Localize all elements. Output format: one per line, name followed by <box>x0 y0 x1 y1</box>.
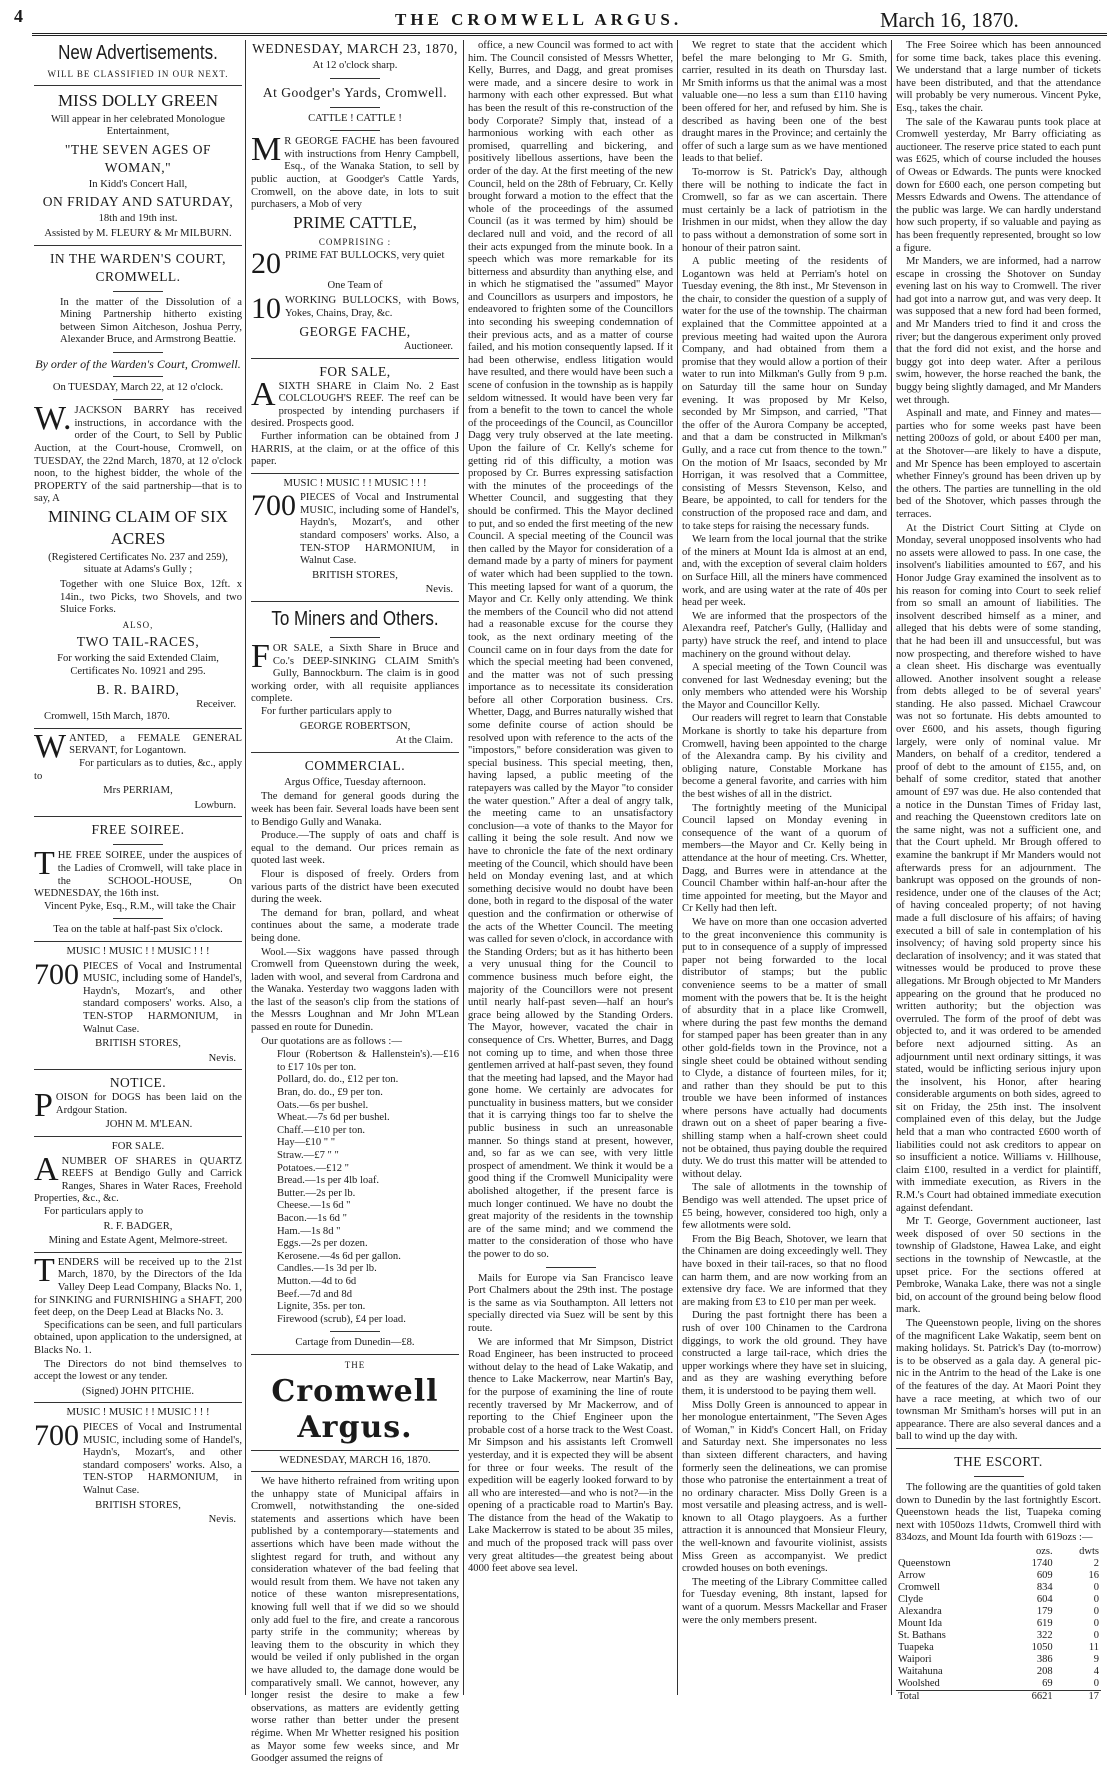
column-3 <box>468 40 673 1695</box>
ad-number: 700 <box>34 957 79 991</box>
paragraph: Our quotations are as follows :— <box>261 1035 402 1047</box>
column-1 <box>34 40 242 1695</box>
heading: B. R. BAIRD, <box>96 681 180 697</box>
divider <box>330 107 380 108</box>
district-name: Arrow <box>898 1569 926 1581</box>
ounces: 6621 <box>1031 1690 1053 1702</box>
paragraph: We are informed that Mr Simpson, District Road Engineer, has been instructed to proceed without delay to the head of Lake Wakatip, and thence to Lake Mackerrow, near Martin's Bay, for the purpose of examining the line of route recently traversed by Mr Mackerrow, and of reporting to the Chief Engineer upon the probable cost of a horse track to the West Coast. Mr Simpson and his assistants left Cromwell yesterday, and it is expected they will be absent for three or four weeks. The result of the expedition will be eagerly looked forward to by all who are interested—and who is not?—in the opening of a practicable road to Martin's Bay. The distance from the head of the Wakatip to Lake Mackerrow is stated to be about 35 miles, and much of the proposed track will pass over very great altitudes—the greatest being about 4000 feet above sea level. <box>468 1336 673 1575</box>
unit-header: ozs. <box>1035 1545 1053 1557</box>
centered-text: In Kidd's Concert Hall, <box>88 178 188 190</box>
small-caps-line: WILL BE CLASSIFIED IN OUR NEXT. <box>47 69 229 79</box>
pennyweights: 0 <box>1093 1581 1099 1593</box>
paragraph: At the District Court Sitting at Clyde on Monday, several unopposed insolvents who had no assets were allowed to pass. In one case, the insolvent's liabilities amounted to £67, and his Honor Judge Gray examined the insolvent as to his reason for coming into Court to seek relief from so small an amount of liabilities. The insolvent described himself as a miner, and alleged that his debts were of some standing, that he had been ill and unsuccessful, but was now prospecting, and therefore wished to have a clean sheet. His discharge was eventually allowed. Another insolvent sought a release from debts alleged to be of several years' standing. He also passed. Michael Crawcour was not so fortunate. His debts amounted to over £600, and his assets, though figuring largely, were only of nominal value. Mr Manders, on behalf of a creditor, tendered a proof of debt to the amount of £155, and, on behalf of some creditor, stated that another amount of £97 was due. He also contended that a notice in the Dunstan Times of Friday last, and reaching the Queenstown creditors late on the same night, was not a sufficient one, and that the Court upheld. Mr Brough offered to examine the bankrupt if Mr Manders would not afterwards press for an adjournment. The bankrupt was opposed on the grounds of non-residence, under one of the clauses of the Act; of having concealed property; of not having made a full disclosure of his affairs; of having executed a bill of sale in contemplation of his insolvency; of having sold property since his declaration of insolvency; and it was stated that witnesses would be produced to prove these allegations. Mr Brough objected to Mr Manders appearing on the ground that he produced no written authority; but the objection was overruled. The form of the proof of debt was objected to, and it was ordered to be amended before next adjourned sitting. As an adjournment until next ordinary sittings, it was stated, would be inflicting serious injury upon the insolvent, his Honor, after hearing considerable arguments on both sides, agreed to sit on Friday, the 25th inst. The insolvent complained even of this delay, but the Judge held that a man who contracted £600 worth of liabilities could not ask creditors to appear on so insufficient a notice. Williams v. Hillhouse, claim £100, resulted in a verdict for plaintiff, with immediate execution, as Rivers in the R.M.'s Court had obtained immediate execution against defendant. <box>896 522 1101 1214</box>
dropcap-paragraph: TENDERS will be received up to the 21st March, 1870, by the Directors of the Ida Valley Deep Lead Company, Blacks No. 1, for SINKING and FURNISHING a SHAFT, 200 feet deep, on the Deep Lead at Blacks No. 3. <box>34 1251 242 1319</box>
pennyweights: 4 <box>1093 1665 1099 1677</box>
paragraph: Our readers will regret to learn that Constable Morkane is shortly to take his departure from Cromwell, having been appointed to the charge of the Alexandra camp. By his civility and obliging nature, Constable Morkane has become a general favorite, and carries with him the best wishes of all in the district. <box>682 713 887 801</box>
divider <box>251 752 459 753</box>
paragraph: Cromwell, 15th March, 1870. <box>44 711 170 723</box>
indented-text: Oats.—6s per bushel. <box>277 1099 369 1111</box>
newspaper-title: THE CROMWELL ARGUS. <box>395 10 683 29</box>
divider <box>330 78 380 79</box>
paragraph: For particulars apply to <box>44 1206 144 1218</box>
paragraph: For particulars as to duties, &c., apply to <box>34 758 242 782</box>
indented-text: Together with one Sluice Box, 12ft. x 14in., two Picks, two Shovels, and two Sluice Forks. <box>60 579 242 616</box>
divider <box>34 1136 242 1137</box>
small-caps-line: ALSO, <box>122 619 154 630</box>
paragraph: The meeting of the Library Committee called for Tuesday evening, 8th instant, lapsed for want of a quorum. Messrs Mackellar and Fraser were the only members present. <box>682 1576 887 1626</box>
paragraph: The demand for bran, pollard, and wheat continues about the same, a moderate trade being done. <box>251 907 459 944</box>
indented-text: Firewood (scrub), £4 per load. <box>277 1313 406 1325</box>
divider <box>251 358 459 359</box>
pennyweights: 9 <box>1093 1653 1099 1665</box>
numbered-ad <box>251 247 459 281</box>
divider <box>113 291 163 292</box>
ounces: 322 <box>1036 1629 1053 1641</box>
indented-text: Cheese.—1s 6d " <box>277 1200 351 1212</box>
ad-number: 700 <box>34 1418 79 1452</box>
paragraph: We regret to state that the accident which befel the mare belonging to Mr G. Smith, carrier, resulted in its death on Thursday last. Mr Smith informs us that the animal was a most valuable one—no less a sum than £110 having been offered for her, and refused by him. She is described as having been one of the best draught mares in the Province; and certainly the offer of such a large sum as we have mentioned leads to that belief. <box>682 40 887 165</box>
centered-text: JOHN M. M'LEAN. <box>105 1119 193 1131</box>
heading: TWO TAIL-RACES, <box>76 634 200 650</box>
centered-text: WEDNESDAY, MARCH 16, 1870. <box>279 1454 431 1466</box>
table-row <box>896 1630 1101 1642</box>
display-heading: MISS DOLLY GREEN <box>57 90 219 110</box>
pennyweights: 11 <box>1088 1641 1099 1653</box>
paragraph: A public meeting of the residents of Logantown was held at Perriam's hotel on Tuesday evening, the 8th inst., Mr Stevenson in the chair, to consider the question of a supply of water for the use of the township. The chairman explained that the Committee appointed at a previous meeting had waited upon the Aurora Company, and had obtained from them a promise that they would allow a portion of their water to run into Milkman's Gully from 9 p.m. on Saturday till the same hour on Sunday evening. It was proposed by Mr Kelso, seconded by Mr Simpson, and carried, "That the offer of the Aurora Company be accepted, and that a dam be constructed in Milkman's Gully, and a race cut from thence to the town." On the motion of Mr Isaacs, seconded by Mr Horrigan, it was resolved that a Committee, consisting of Messrs Stevenson, Kelso, and Beare, be appointed, to call for tenders for the construction of the proposed race and dam, and to take steps for raising the necessary funds. <box>682 256 887 532</box>
pennyweights: 2 <box>1093 1557 1099 1569</box>
divider <box>113 918 163 919</box>
divider <box>34 1252 242 1253</box>
dropcap-paragraph: W.JACKSON BARRY has received instructions, in accordance with the order of the Court, to Sell by Public Auction, at the Court-house, Cromwell, on TUESDAY, the 22nd March, 1870, at 12 o'clock noon, to the highest bidder, the whole of the PROPERTY of the said partnership—that is to say, A <box>34 400 242 505</box>
paragraph: Specifications can be seen, and full particulars obtained, upon application to the undersigned, at Blacks No. 1. <box>34 1319 242 1356</box>
total-row <box>896 1690 1101 1703</box>
centered-text: On TUESDAY, March 22, at 12 o'clock. <box>52 381 224 393</box>
dropcap-paragraph: THE FREE SOIREE, under the auspices of the Ladies of Cromwell, will take place in the SCHOOL-HOUSE, On WEDNESDAY, the 16th inst. <box>34 845 242 900</box>
centered-text: Argus Office, Tuesday afternoon. <box>284 776 426 788</box>
heading: ON FRIDAY AND SATURDAY, <box>42 194 234 210</box>
paragraph: Flour is disposed of freely. Orders from various parts of the district have been executed during the week. <box>251 868 459 906</box>
dropcap-paragraph: ANUMBER OF SHARES in QUARTZ REEFS at Bendigo Gully and Carrick Ranges, Shares in Water Races, Freehold Properties, &c., &c. <box>34 1150 242 1205</box>
divider <box>251 601 459 602</box>
paragraph: From the Big Beach, Shotover, we learn that the Chinamen are doing exceedingly well. They have boxed in their tail-races, so that no flood can harm them, and are now working from an extensive dry face. We are informed that they are making from £3 to £10 per man per week. <box>682 1233 887 1308</box>
ounces: 619 <box>1036 1617 1053 1629</box>
centered-text: Mrs PERRIAM, <box>103 785 173 797</box>
indented-text: Beef.—7d and 8d <box>277 1288 353 1300</box>
paragraph: The sale of the Kawarau punts took place at Cromwell yesterday, Mr Barry officiating as auctioneer. The reserve price stated to each punt was £625, which of course included the houses of Oweas or Edwards. The punts were knocked down for £600 each, one person competing but Messrs Edwards and Owens. The attendance of the public was large. We can hardly understand how such property, if so valuable and paying as has been frequently represented, brought so low a figure. <box>896 116 1101 254</box>
district-name: Woolshed <box>898 1677 940 1689</box>
table-row <box>896 1606 1101 1618</box>
signature-line: Nevis. <box>425 584 453 596</box>
divider <box>896 1448 1101 1449</box>
dropcap-paragraph: MR GEORGE FACHE has been favoured with instructions from Henry Campbell, Esq., of the Wanaka Station, to sell by public auction, at Goodger's Cattle Yards, Cromwell, on the above date, in lots to suit purchasers, a Mob of very <box>251 131 459 211</box>
signature-line: At the Claim. <box>395 735 453 747</box>
paragraph: We learn from the local journal that the strike of the miners at Mount Ida is almost at an end, and, with the exception of several claim holders on Surface Hill, all the miners have commenced work, and are using water at the rate of 40s per head per week. <box>682 534 887 609</box>
paragraph: Miss Dolly Green is announced to appear in her monologue entertainment, "The Seven Ages of Woman," in Kidd's Concert Hall, on Friday and Saturday next. She impersonates no less than sixteen different characters, and having formerly seen the delineations, we can promise those who patronise the entertainment a treat of no ordinary character. Miss Dolly Green is a most versatile and pleasing actress, and is well-known to all Otago playgoers. As a further attraction it is announced that Monsieur Fleury, the well-known and favourite violinist, assists Miss Green as accompanyist. We predict crowded houses on both evenings. <box>682 1399 887 1575</box>
numbered-ad <box>34 957 242 1037</box>
divider <box>34 1402 242 1403</box>
paragraph: Wool.—Six waggons have passed through Cromwell from Queenstown during the week, laden with wool, and several from Cardrona and the Wanaka. Yesterday two waggons laden with the last of the season's clip from the stations of the Messrs Loughnan and Mr John M'Lean passed en route for Dunedin. <box>251 946 459 1034</box>
district-name: St. Bathans <box>898 1629 946 1641</box>
indented-text: Straw.—£7 " " <box>277 1150 339 1161</box>
ad-number: 20 <box>251 247 281 281</box>
ad-text: PIECES of Vocal and Instrumental MUSIC, including some of Handel's, Haydn's, Mozart's, and other standard composers' works. Also, a TEN-STOP HARMONIUM, in Walnut Case. <box>83 1421 242 1496</box>
column-4 <box>682 40 887 1695</box>
indented-text: Flour (Robertson & Hallenstein's).—£16 to £17 10s per ton. <box>277 1049 459 1073</box>
district-name: Mount Ida <box>898 1617 943 1629</box>
paragraph: Mr Manders, we are informed, had a narrow escape in crossing the Shotover on Sunday evening last on his way to Cromwell. The river had got into a narrow gut, and was very deep. It was supposed that a new ford had been formed, and Mr Manders tried to find it and cross the river; but the dangerous experiment only proved that the ford did not exist, and the horse and buggy got into deep water. After a perilous swim, however, the horse reached the bank, the buggy being slightly damaged, and Mr Manders wet through. <box>896 256 1101 406</box>
signature-line: Auctioneer. <box>403 340 453 352</box>
heading: FREE SOIREE. <box>91 822 185 838</box>
numbered-ad <box>251 489 459 568</box>
signature-line: Receiver. <box>196 698 236 710</box>
paragraph: The Queenstown people, living on the shores of the magnificent Lake Wakatip, seem bent on making holidays. St. Patrick's Day (to-morrow) is to be observed as a gala day. A general pic-nic in the Antrim to the head of the Lake is one of the features of the day. At Maori Point they have a race meeting, at which two of our townsman Mr Smitham's horses will put in an appearance. There are also several dances and a ball to wind up the day with. <box>896 1317 1101 1443</box>
divider <box>34 816 242 817</box>
divider <box>113 376 163 377</box>
centered-text: FOR SALE. <box>111 1141 165 1153</box>
ounces: 834 <box>1036 1581 1053 1593</box>
indented-text: Hay—£10 " " <box>277 1137 336 1149</box>
centered-text: Tea on the table at half-past Six o'clock. <box>53 924 223 936</box>
divider <box>113 352 163 353</box>
indented-text: Chaff.—£10 per ton. <box>277 1124 366 1136</box>
indented-text: Butter.—2s per lb. <box>277 1187 356 1199</box>
heading: IN THE WARDEN'S COURT, CROMWELL. <box>49 250 227 284</box>
unit-header: dwts <box>1079 1545 1099 1557</box>
indented-text: Pollard, do. do., £12 per ton. <box>277 1074 399 1086</box>
ad-text: PIECES of Vocal and Instrumental MUSIC, including some of Handel's, Haydn's, Mozart's, and other standard composers' works. Also, a TEN-STOP HARMONIUM, in Walnut Case. <box>83 960 242 1035</box>
table-row <box>896 1594 1101 1606</box>
divider <box>251 1354 459 1355</box>
ad-number: 700 <box>251 489 296 523</box>
centered-text: R. F. BADGER, <box>103 1220 173 1232</box>
issue-date: March 16, 1870. <box>880 8 1019 32</box>
pennyweights: 0 <box>1093 1617 1099 1629</box>
divider <box>34 1069 242 1070</box>
paragraph: A special meeting of the Town Council was convened for last Wednesday evening; but the only members who attended were his Worship the Mayor and Councillor Kelly. <box>682 662 887 711</box>
centered-text: Will appear in her celebrated Monologue Entertainment, <box>50 113 225 138</box>
paragraph: office, a new Council was formed to act with him. The Council consisted of Messrs Whetter, Kelly, Burres, and Dagg, and great promises were made, and a sincere desire to work in harmony with each other expressed. But what has been the result of this re-construction of the body Corporate? Simply that, instead of a harmonious working with each other as promised, quarrelling and bickering, and positively libellous assertions, have been the order of the day. At the first meeting of the new Council, held on the 28th of February, Cr. Kelly brought forward a motion to the effect that the whole of the proceedings of the assumed Council (as it was termed by him) should be declared null and void, and the record of all their acts expunged from the minute book. In a speech which was more remarkable for its bitterness and absurdity than anything else, and in which he stigmatised the "assumed" Mayor and Councillors as usurpers and impostors, he endeavored to frighten some of the Councillors into seconding his sweeping condemnation of their previous acts, and as a matter of course failed, and his motion consequently lapsed. If it had been otherwise, endless litigation would have resulted, and there would have been such a scene of confusion in the township as is happily seldom witnessed. It would have been very far from a benefit to the town to cancel the whole of the proceedings of the Council, as Councillor Dagg very truly observed at the late meeting. Upon the failure of Cr. Kelly's scheme for getting rid of this difficulty, a motion was proposed by Cr. Burres expressing satisfaction with the minutes of the proceedings of the Whetter Council, and suggesting that they should be confirmed. This the Mayor declined to put, and so ended the first meeting of the new Council. A special meeting of the Council was then called by the Mayor for consideration of a demand made by a party of miners for payment of water which had been supplied to the town. This meeting lapsed for want of a quorum, the Mayor and Cr. Kelly only attending. We think the members of the Council who did not attend had a reasonable excuse for the course they took, as the next ordinary meeting of the Council came on in four days from the date for which the special meeting had been convened, and the matter was not of such pressing importance as to necessitate its consideration before all other Corporation business. Crs. Whetter, Dagg, and Burres naturally wished that some definite course of action should be resolved upon with reference to the acts of the "impostors," before consideration was given to special business. This special meeting, then, having lapsed, a public meeting of the ratepayers was called by the Mayor "to consider the water question." After a deal of angry talk, the meeting came to an unsatisfactory conclusion—a vote of thanks to the Mayor for calling it being the sole result. And now we have to chronicle the fate of the next ordinary meeting of the Council, which should have been held on Monday evening last, and at which something decisive would no doubt have been done, both in regard to the disposal of the water question and the confirmation or otherwise of the acts of the Whetter Council. The meeting was called for seven o'clock, in accordance with the Standing Orders; but as it has hitherto been a very unusual thing for the Council to commence business much before eight, the majority of the Councillors were not present until nearly half-past seven—half an hour's grace being allowed by the Standing Orders. The Mayor, however, vacated the chair in consequence of Crs. Whetter, Burres, and Dagg not coming up to time, and when those three gentlemen arrived at half-past seven, they found that the meeting had lapsed, and the Mayor had gone home. We certainly are advocates for punctuality in business matters, but we consider that it is carrying things too far to shelve the public business in such an unreasonable manner. So things stand at present, however, and, so far as we can see, with very little prospect of amendment. We think it would be a good thing if the Cromwell Municipality were abolished altogether, if the present farce is much longer continued. We have no doubt the great majority of the residents in the township are of the same mind; and we commend the matter to the consideration of those who have the power to do so. <box>468 40 673 1260</box>
indented-text: Eggs.—2s per dozen. <box>277 1238 368 1250</box>
paragraph: During the past fortnight there has been a rush of over 100 Chinamen to the Cardrona diggings, to work the old ground. They have constructed a large tail-race, which dries the upper workings where they have set in sluicing, and as they are washing everything before them, it is understood to be paying them well. <box>682 1310 887 1397</box>
divider <box>34 245 242 246</box>
small-caps-line: THE <box>344 1359 366 1370</box>
masthead-rule <box>32 33 1107 36</box>
dropcap-paragraph: POISON for DOGS has been laid on the Ardgour Station. <box>34 1087 242 1125</box>
italic-line: By order of the Warden's Court, Cromwell. <box>35 356 241 371</box>
column-5 <box>896 40 1101 1702</box>
divider <box>330 1331 380 1332</box>
divider <box>34 941 242 942</box>
paragraph: Mr T. George, Government auctioneer, last week disposed of over 50 sections in the township of Gladstone, Hawea Lake, and eight sections in the township of Newcastle, at the upset price. For the sections offered at Pembroke, Wanaka Lake, there was not a single bid, on account of the ground being below flood mark. <box>896 1216 1101 1316</box>
divider <box>251 1450 459 1451</box>
paragraph: For further particulars apply to <box>261 706 392 717</box>
signature-line: Nevis. <box>208 1514 236 1526</box>
ounces: 69 <box>1042 1677 1053 1689</box>
divider <box>330 130 380 131</box>
heading: "THE SEVEN AGES OF WOMAN," <box>64 141 212 175</box>
paragraph: Vincent Pyke, Esq., R.M., will take the Chair <box>44 900 236 912</box>
centered-text: BRITISH STORES, <box>95 1499 181 1511</box>
ad-text: PRIME FAT BULLOCKS, very quiet <box>285 250 445 262</box>
table-row <box>896 1570 1101 1582</box>
column-divider <box>245 40 246 1695</box>
indented-text: Bran, do. do., £9 per ton. <box>277 1087 383 1099</box>
centered-text: (Signed) JOHN PITCHIE. <box>81 1385 195 1397</box>
divider <box>251 1471 459 1472</box>
section-title: To Miners and Others. <box>271 608 439 631</box>
column-2 <box>251 40 459 1765</box>
dropcap-paragraph: ASIXTH SHARE in Claim No. 2 East COLCLOUGH'S REEF. The reef can be prospected by intending purchasers if desired. Prospects good. <box>251 375 459 430</box>
small-caps-line: COMPRISING : <box>318 236 392 247</box>
pennyweights: 16 <box>1088 1569 1099 1581</box>
heading: WEDNESDAY, MARCH 23, 1870, <box>252 41 458 56</box>
heading: GEORGE FACHE, <box>299 323 411 339</box>
masthead <box>0 0 1114 40</box>
paragraph: Aspinall and mate, and Finney and mates—parties who for some weeks past have been netting 200ozs of gold, or about £400 per man, at the Shotover—are likely to have a dispute, and Mr Spence has been employed to ascertain whether Finney's ground has been driven up by the others. The parties are tunnelling in the old bed of the Shotover, which passes through the terraces. <box>896 408 1101 520</box>
heading: At Goodger's Yards, Cromwell. <box>262 84 448 100</box>
paragraph: Further information can be obtained from J HARRIS, at the claim, or at the office of this paper. <box>251 430 459 468</box>
centered-text: BRITISH STORES, <box>312 569 398 581</box>
ad-text: PIECES of Vocal and Instrumental MUSIC, including some of Handel's, Haydn's, Mozart's, and other standard composers' works. Also, a TEN-STOP HARMONIUM, in Walnut Case. <box>300 492 459 567</box>
heading: FOR SALE, <box>319 363 391 379</box>
section-title: New Advertisements. <box>58 42 218 64</box>
district-name: Alexandra <box>898 1605 942 1617</box>
ad-number: 10 <box>251 291 281 325</box>
indented-text: Candles.—1s 3d per lb. <box>277 1263 377 1275</box>
indented-text: Wheat.—7s 6d per bushel. <box>277 1112 390 1124</box>
pennyweights: 0 <box>1093 1629 1099 1641</box>
paragraph: Produce.—The supply of oats and chaff is equal to the demand. Our prices remain as quoted last week. <box>251 830 459 867</box>
paragraph: We are informed that the prospectors of the Alexandra reef, Patcher's Gully, (Halliday and party) have struck the reef, and intend to place machinery on the ground without delay. <box>682 610 887 660</box>
table-row <box>896 1582 1101 1594</box>
centered-text: Mining and Estate Agent, Melmore-street. <box>48 1235 228 1247</box>
dropcap-paragraph: FOR SALE, a Sixth Share in Bruce and Co.'s DEEP-SINKING CLAIM Smith's Gully, Bannockburn. The claim is in good working order, with all requisite appliances complete. <box>251 638 459 705</box>
heading: THE ESCORT. <box>954 1453 1043 1469</box>
divider <box>330 637 380 638</box>
district-name: Waitahuna <box>898 1665 943 1677</box>
centered-text: At 12 o'clock sharp. <box>312 60 398 71</box>
pennyweights: 17 <box>1088 1690 1099 1702</box>
indented-text: Bread.—1s per 4lb loaf. <box>277 1175 380 1187</box>
district-name: Total <box>898 1690 920 1702</box>
centered-text: For working the said Extended Claim, Certificates No. 10921 and 295. <box>57 653 219 678</box>
paragraph: The demand for general goods during the week has been fair. Several loads have been sent to Bendigo Gully and Wanaka. <box>251 791 459 828</box>
page-number: 4 <box>14 6 23 26</box>
paragraph: We have hitherto refrained from writing upon the unhappy state of Municipal affairs in Cromwell, notwithstanding the one-sided statements and assertions which have been published by a contemporary—statements and assertions which have been made without the slightest regard for truth, and without any consideration whatever of the bad feeling that would result from them. We have not taken any notice of these wanton misrepresentations, knowing full well that if we did so we should only add fuel to the fire, and create a rancorous party strife in the community; whereas by leaving them to the obscurity in which they would be veiled if only published in the organ we have alluded to, the damage done would be comparatively small. We cannot, however, any longer resist the desire to make a few observations, as matters are evidently getting worse rather than better under the present régime. When Mr Whetter resigned his position as Mayor some few weeks since, and Mr Goodger assumed the reigns of <box>251 1476 459 1765</box>
table-row <box>896 1558 1101 1570</box>
centered-text: MUSIC ! MUSIC ! ! MUSIC ! ! ! <box>66 1407 210 1419</box>
paragraph: The Free Soiree which has been announced for some time back, takes place this evening. We understand that a large number of tickets have been distributed, and that the attendance will probably be very numerous. Vincent Pyke, Esq., takes the chair. <box>896 40 1101 114</box>
heading: NOTICE. <box>109 1075 167 1091</box>
centered-text: (Registered Certificates No. 237 and 259), situate at Adams's Gully ; <box>48 551 228 576</box>
pennyweights: 0 <box>1093 1593 1099 1605</box>
paragraph: We have on more than one occasion adverted to the great inconvenience this community is put to in consequence of a supply of impressed paper not being forwarded to the local distributor of stamps; but the public convenience seems to be a matter of small moment with the powers that be. It is the height of absurdity that in a place like Cromwell, where during the past few months the demand for stamped paper has been greater than in any other gold-fields town in the Province, not a single sheet could be obtained without sending to Clyde, a distance of fourteen miles, for it; and rather than they should be put to this trouble we have been informed of instances where persons have actually had documents drawn out on a sheet of paper bearing a five-shilling stamp when a half-crown sheet could not be obtained, thus paying double the required duty. We do trust this matter will be attended to without delay. <box>682 916 887 1180</box>
divider <box>974 1476 1024 1477</box>
divider <box>113 844 163 845</box>
signature-line: Lowburn. <box>194 799 236 811</box>
pennyweights: 0 <box>1093 1605 1099 1617</box>
signature-line: Nevis. <box>208 1052 236 1064</box>
dropcap-paragraph: WANTED, a FEMALE GENERAL SERVANT, for Logantown. <box>34 727 242 765</box>
paragraph: The Directors do not bind themselves to accept the lowest or any tender. <box>34 1358 242 1383</box>
indented-text: Lignite, 35s. per ton. <box>277 1301 366 1313</box>
district-name: Waipori <box>898 1653 932 1665</box>
centered-text: Cartage from Dunedin—£8. <box>295 1337 415 1349</box>
ounces: 604 <box>1036 1593 1053 1605</box>
column-divider <box>891 40 892 1695</box>
table-row <box>896 1618 1101 1630</box>
newspaper-nameplate: Cromwell Argus. <box>271 1373 439 1445</box>
centered-text: MUSIC ! MUSIC ! ! MUSIC ! ! ! <box>66 945 210 957</box>
heading: COMMERCIAL. <box>304 757 406 773</box>
numbered-ad <box>251 291 459 325</box>
centered-text: MUSIC ! MUSIC ! ! MUSIC ! ! ! <box>283 477 427 489</box>
indented-text: Potatoes.—£12 " <box>277 1162 350 1174</box>
table-row <box>896 1666 1101 1678</box>
district-name: Clyde <box>898 1593 924 1605</box>
centered-text: BRITISH STORES, <box>95 1038 181 1050</box>
ounces: 1050 <box>1031 1641 1053 1653</box>
ounces: 179 <box>1036 1605 1053 1617</box>
centered-text: One Team of <box>327 280 383 292</box>
column-divider <box>677 40 678 1695</box>
indented-text: Kerosene.—4s 6d per gallon. <box>277 1250 401 1262</box>
district-name: Cromwell <box>898 1581 940 1593</box>
paragraph: The sale of allotments in the township of Bendigo was well attended. The upset price of £5 being, however, considered too high, only a few allotments were sold. <box>682 1182 887 1232</box>
ad-text: WORKING BULLOCKS, with Bows, Yokes, Chains, Dray, &c. <box>285 294 459 319</box>
centered-text: 18th and 19th inst. <box>98 213 178 225</box>
table-row <box>896 1654 1101 1666</box>
numbered-ad <box>34 1418 242 1498</box>
paragraph: Mails for Europe via San Francisco leave Port Chalmers about the 29th inst. The postage is the same as via Southampton. All letters not specially directed via Suez will be sent by this route. <box>468 1272 673 1334</box>
ounces: 609 <box>1036 1569 1053 1581</box>
column-divider <box>463 40 464 1695</box>
table-row <box>896 1678 1101 1691</box>
centered-text: CATTLE ! CATTLE ! <box>308 112 402 124</box>
paragraph: The fortnightly meeting of the Municipal Council lapsed on Monday evening in consequence of the want of a quorum of members—the Mayor and Cr. Kelly being in attendance at the hour of meeting. Crs. Whetter, Dagg, and Burres were in attendance at the Council Chamber within half-an-hour after the time appointed for meeting, but the Mayor and Cr Kelly had then left. <box>682 802 887 915</box>
escort-table <box>896 1546 1101 1703</box>
ounces: 1740 <box>1031 1557 1053 1569</box>
display-heading: MINING CLAIM OF SIX ACRES <box>48 506 228 548</box>
ounces: 208 <box>1036 1665 1053 1677</box>
divider <box>251 473 459 474</box>
centered-text: GEORGE ROBERTSON, <box>299 720 411 732</box>
pennyweights: 0 <box>1093 1677 1099 1689</box>
paragraph: To-morrow is St. Patrick's Day, although there will be nothing to indicate the fact in Cromwell, so far as we can ascertain. There must certainly be a lack of patriotism in the Irishmen in our midst, when they allow the day to pass without a demonstration of some sort in honour of their patron saint. <box>682 166 887 254</box>
divider <box>113 399 163 400</box>
divider <box>546 1267 596 1268</box>
paragraph: The following are the quantities of gold taken down to Dunedin by the last fortnightly Escort. Queenstown heads the list, Tuapeka coming next with 1050ozs 11dwts, Cromwell third with 834ozs, and Mount Ida fourth with 619ozs :— <box>896 1481 1101 1544</box>
table-header <box>896 1546 1101 1558</box>
indented-text: Ham.—1s 8d " <box>277 1225 341 1237</box>
indented-text: Mutton.—4d to 6d <box>277 1275 357 1287</box>
divider <box>34 85 242 86</box>
table-row <box>896 1642 1101 1654</box>
district-name: Tuapeka <box>898 1641 934 1653</box>
district-name: Queenstown <box>898 1557 951 1569</box>
indented-text: Bacon.—1s 6d " <box>277 1212 347 1224</box>
centered-text: Assisted by M. FLEURY & Mr MILBURN. <box>44 227 232 239</box>
indented-text: In the matter of the Dissolution of a Mining Partnership hitherto existing between Simon Aitcheson, Joshua Perry, Alexander Bruce, and Armstrong Beattie. <box>60 296 242 346</box>
display-heading: PRIME CATTLE, <box>293 212 417 232</box>
ounces: 386 <box>1036 1653 1053 1665</box>
